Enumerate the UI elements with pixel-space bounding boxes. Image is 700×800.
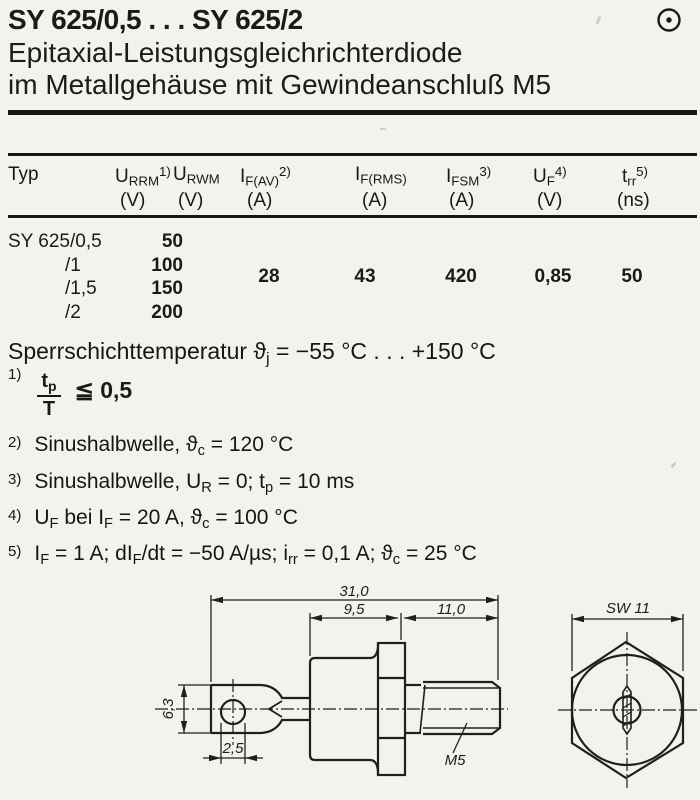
package-side-view-drawing	[148, 583, 518, 800]
col-header-ifav: IF(AV)$^{2)}$	[240, 164, 291, 189]
col-header-urrm: URRM$^{1)}$	[115, 164, 171, 189]
footnote-3-text: Sinushalbwelle, UR = 0; tp = 10 ms	[34, 470, 355, 497]
table-top-rule	[8, 153, 697, 156]
dim-label-overall: 31,0	[339, 583, 369, 600]
footnote-2-text: Sinushalbwelle, ϑc = 120 °C	[34, 433, 294, 460]
footnote-5-text: IF = 1 A; dIF/dt = −50 A/µs; irr = 0,1 A; ϑc = 25 °C	[34, 542, 477, 569]
col-header-ifrms: IF(RMS)	[355, 164, 407, 187]
shared-ifsm-value: 420	[445, 266, 477, 287]
arrow-left	[572, 616, 584, 622]
arrow-11-0-left	[404, 615, 416, 621]
threaded-stud	[405, 682, 500, 734]
col-header-ifsm: IFSM$^{3)}$	[446, 164, 492, 189]
body-top-edge	[310, 643, 378, 663]
col-unit-uf: (V)	[537, 190, 563, 211]
footnote-5	[8, 542, 477, 568]
thick-divider-rule	[8, 110, 697, 115]
arrow-down	[181, 721, 187, 733]
lug-top-edge	[211, 685, 310, 698]
scan-speckle	[380, 128, 386, 130]
header-bottom-rule	[8, 215, 697, 218]
footnote-2-marker: 2)	[8, 434, 22, 451]
shared-ifav-value: 28	[258, 266, 280, 287]
col-unit-trr: (ns)	[617, 190, 650, 211]
arrow-9-5-left	[310, 615, 322, 621]
footnote-1	[8, 366, 133, 421]
shared-uf-value: 0,85	[534, 266, 572, 287]
arrow-left	[211, 597, 223, 603]
footnote-4	[8, 506, 298, 532]
footnote-3-marker: 3)	[8, 471, 22, 488]
col-header-trr: trr$^{5)}$	[622, 164, 648, 189]
wrench-size-label: SW 11	[606, 600, 650, 617]
col-header-typ: Typ	[8, 164, 39, 185]
footnote-3	[8, 470, 354, 496]
dim-label-thread-length: 11,0	[436, 601, 466, 618]
urrm-cell-row2: 100	[151, 255, 183, 276]
junction-temperature-line: Sperrschichttemperatur ϑj = −55 °C . . . +150 °C	[8, 338, 496, 368]
footnote-4-text: UF bei IF = 20 A, ϑc = 100 °C	[34, 506, 298, 533]
scan-speckle	[595, 16, 601, 25]
dim-label-body: 9,5	[343, 601, 365, 618]
urrm-cell-row1: 50	[161, 231, 183, 252]
arrow-right	[486, 597, 498, 603]
page-title: SY 625/0,5 . . . SY 625/2	[8, 4, 303, 35]
shared-trr-value: 50	[621, 266, 643, 287]
arrow-11-0-right	[486, 615, 498, 621]
dim-label-hole-width: 2,5	[222, 740, 244, 757]
footnote-5-marker: 5)	[8, 543, 22, 560]
stud-outline	[423, 682, 500, 734]
col-header-urwm: URWM	[173, 164, 220, 187]
body-bottom-edge	[310, 755, 378, 775]
urrm-cell-row4: 200	[151, 302, 183, 323]
col-unit-ifsm: (A)	[449, 190, 475, 211]
arrow-inward-left	[209, 755, 221, 761]
scan-speckle	[670, 462, 676, 469]
shared-ifrms-value: 43	[354, 266, 376, 287]
thread-label-m5: M5	[444, 752, 466, 769]
circle-dot-icon	[654, 5, 686, 37]
fraction-numerator: tp	[37, 370, 60, 397]
fraction-denominator: T	[42, 397, 56, 420]
footnote-1-marker: 1)	[8, 366, 22, 383]
arrow-right	[671, 616, 683, 622]
type-cell-row2: /1	[65, 255, 81, 276]
footnote-2	[8, 433, 293, 459]
dim-label-lug-height: 6,3	[160, 698, 177, 720]
arrow-up	[181, 685, 187, 697]
icon-dot	[666, 17, 671, 22]
arrow-9-5-right	[386, 615, 398, 621]
col-unit-ifrms: (A)	[362, 190, 388, 211]
subtitle-line-2: im Metallgehäuse mit Gewindeanschluß M5	[8, 69, 552, 100]
package-end-view-drawing	[540, 583, 700, 800]
col-unit-urrm: (V)	[120, 190, 146, 211]
subtitle-line-1: Epitaxial-Leistungsgleichrichterdiode	[8, 37, 463, 68]
col-unit-ifav: (A)	[247, 190, 273, 211]
footnote-4-marker: 4)	[8, 507, 22, 524]
footnote-1-fraction	[37, 370, 60, 421]
type-cell-row4: /2	[65, 302, 81, 323]
col-unit-urwm: (V)	[178, 190, 204, 211]
col-header-uf: UF$^{4)}$	[533, 164, 567, 189]
subtitle	[8, 37, 551, 101]
arrow-inward-right	[245, 755, 257, 761]
urrm-cell-row3: 150	[151, 278, 183, 299]
footnote-1-text: ≦ 0,5	[74, 377, 133, 403]
type-cell-row1: SY 625/0,5	[8, 231, 102, 252]
type-cell-row3: /1,5	[65, 278, 97, 299]
